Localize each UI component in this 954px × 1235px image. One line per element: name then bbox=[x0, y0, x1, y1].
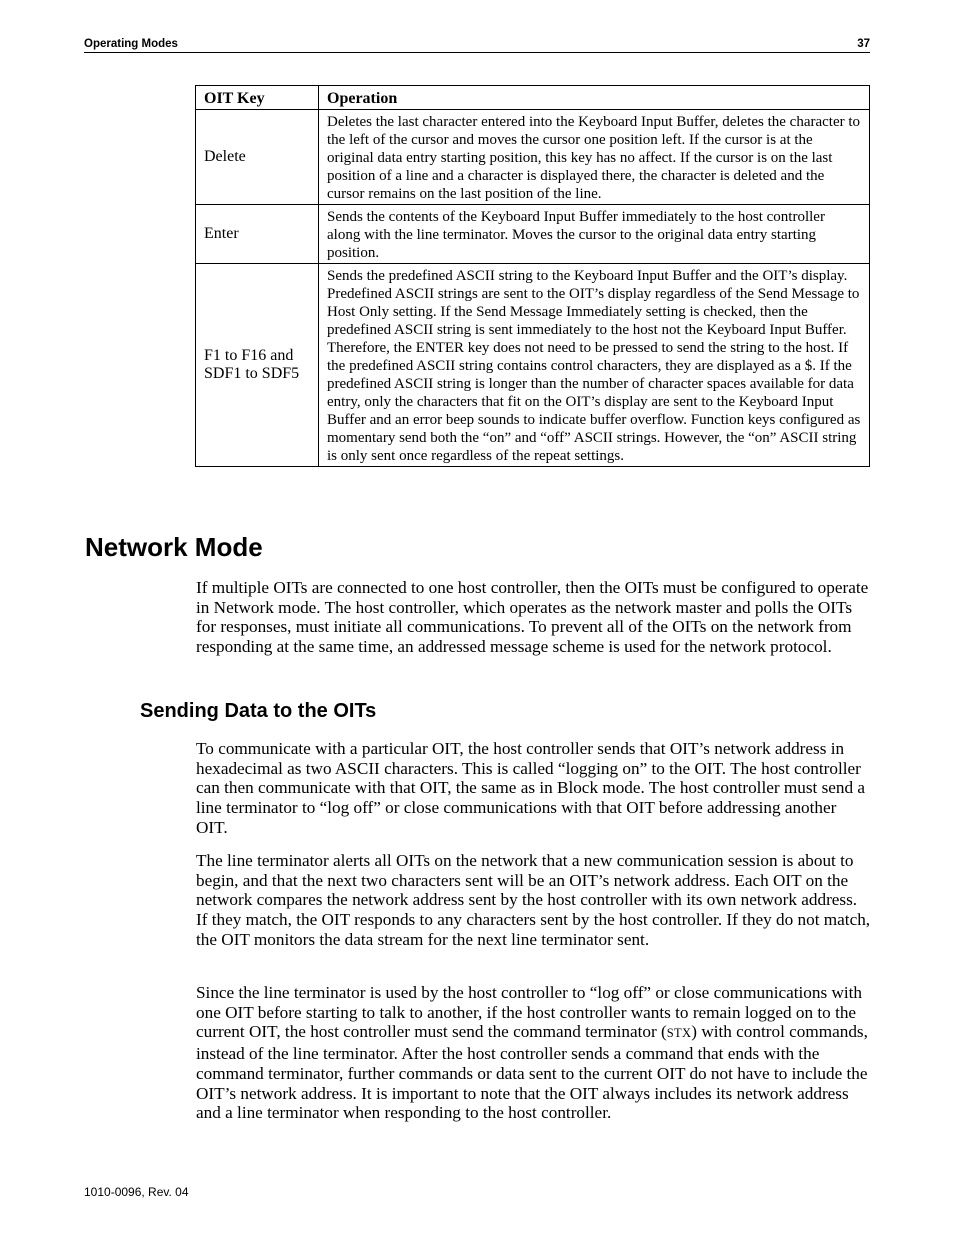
header-page-number: 37 bbox=[857, 38, 870, 50]
table-cell-key: Delete bbox=[196, 110, 319, 205]
table-header-row bbox=[196, 86, 870, 110]
oit-key-table bbox=[195, 85, 870, 467]
sending-data-paragraph-3 bbox=[196, 983, 872, 1123]
stx-code: STX bbox=[666, 1026, 692, 1041]
header-section-title: Operating Modes bbox=[84, 38, 178, 50]
sending-data-paragraph-2: The line terminator alerts all OITs on the network that a new communication session is about to begin, and that the next two characters sent will be an OIT’s network address. Each OIT on the network compares the network address sent by the host controller with its own network address. If they match, the OIT responds to any characters sent by the host controller. If they do not match, the OIT monitors the data stream for the next line terminator sent. bbox=[196, 851, 871, 949]
table-cell-operation: Sends the predefined ASCII string to the Keyboard Input Buffer and the OIT’s display. Predefined ASCII strings are sent to the OIT’s display regardless of the Send Message to Host Only setting. If the Send Message Immediately setting is checked, then the predefined ASCII string is sent immediately to the host not the Keyboard Input Buffer. Therefore, the ENTER key does not need to be pressed to send the string to the host. If the predefined ASCII string contains control characters, they are displayed as a $. If the predefined ASCII string is longer than the number of character spaces available for data entry, only the characters that fit on the OIT’s display are sent to the Keyboard Input Buffer and an error beep sounds to indicate buffer overflow. Function keys configured as momentary send both the “on” and “off” ASCII strings. However, the “on” ASCII string is only sent once regardless of the repeat settings. bbox=[319, 264, 870, 467]
sending-data-paragraph-1: To communicate with a particular OIT, the host controller sends that OIT’s network address in hexadecimal as two ASCII characters. This is called “logging on” to the OIT. The host controller can then communicate with that OIT, the same as in Block mode. The host controller must send a line terminator to “log off” or close communications with that OIT before addressing another OIT. bbox=[196, 739, 866, 837]
table-cell-operation: Deletes the last character entered into the Keyboard Input Buffer, deletes the character to the left of the cursor and moves the cursor one position left. If the cursor is at the original data entry starting position, this key has no affect. If the cursor is on the last position of a line and a character is displayed there, the character is deleted and the cursor remains on the last position of the line. bbox=[319, 110, 870, 205]
table-row bbox=[196, 205, 870, 264]
column-header-operation: Operation bbox=[319, 86, 870, 110]
table-cell-operation: Sends the contents of the Keyboard Input Buffer immediately to the host controller along with the line terminator. Moves the cursor to the original data entry starting position. bbox=[319, 205, 870, 264]
table-row bbox=[196, 264, 870, 467]
page-header bbox=[84, 38, 870, 53]
paragraph-text: ) with control commands, instead of the line terminator. After the host controller sends a command that ends with the command terminator, further commands or data sent to the current OIT do not have to include the OIT’s network address. It is important to note that the OIT always includes its network address and a line terminator when responding to the host controller. bbox=[196, 1022, 868, 1123]
paragraph-text: Since the line terminator is used by the host controller to “log off” or close communications with one OIT before starting to talk to another, if the host controller wants to remain logged on to the current OIT, the host controller must send the command terminator ( bbox=[196, 983, 863, 1042]
table-row bbox=[196, 110, 870, 205]
table-cell-key: Enter bbox=[196, 205, 319, 264]
column-header-oit-key: OIT Key bbox=[196, 86, 319, 110]
heading-sending-data: Sending Data to the OITs bbox=[140, 700, 377, 722]
network-mode-paragraph: If multiple OITs are connected to one host controller, then the OITs must be configured to operate in Network mode. The host controller, which operates as the network master and polls the OITs for responses, must initiate all communications. To prevent all of the OITs on the network from responding at the same time, an addressed message scheme is used for the network protocol. bbox=[196, 578, 869, 657]
heading-network-mode: Network Mode bbox=[85, 532, 263, 562]
page-footer: 1010-0096, Rev. 04 bbox=[84, 1185, 189, 1199]
table-cell-key: F1 to F16 and SDF1 to SDF5 bbox=[196, 264, 319, 467]
